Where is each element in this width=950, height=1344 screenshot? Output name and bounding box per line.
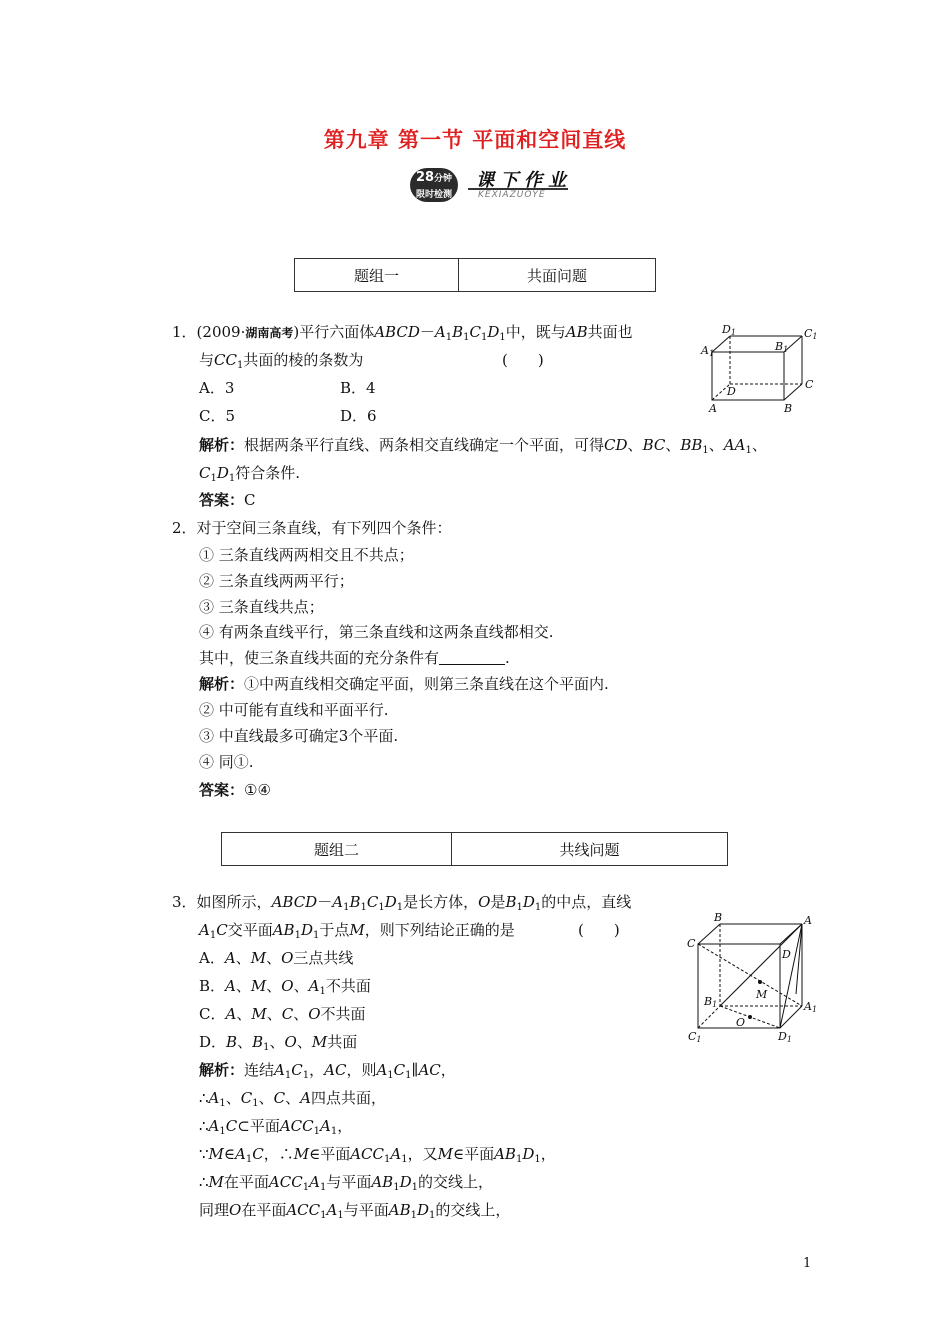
- q2-analysis-1: [199, 674, 609, 694]
- svg-text:D1: D1: [778, 1030, 792, 1044]
- svg-text:C: C: [687, 937, 696, 950]
- q2-question-text: 其中，使三条直线共面的充分条件有: [199, 649, 440, 667]
- q2-number: 2．: [172, 519, 197, 537]
- q3-analysis-4: $\because M\in A_1C$，∴M∈平面$ACC_1A_1$，又M∈平面$AB_1D_1$，: [199, 1145, 556, 1165]
- q1-source-pre: (2009·: [196, 323, 246, 341]
- q3-stem-line2: $A_1C$交平面$AB_1D_1$于点M，则下列结论正确的是: [199, 921, 515, 941]
- q3-box-figure: [684, 910, 824, 1046]
- q1-analysis-line2: $C_1D_1$符合条件.: [199, 464, 301, 484]
- svg-text:C1: C1: [688, 1030, 702, 1044]
- badge-heading: 课下作业: [476, 170, 572, 191]
- q3-choice-b-text: 不共面: [325, 977, 371, 995]
- q2-condition-3: ③ 三条直线共点；: [199, 598, 324, 616]
- q1-analysis-text: 根据两条平行直线、两条相交直线确定一个平面，可得: [244, 436, 605, 454]
- q1-analysis-line1: 解析：根据两条平行直线、两条相交直线确定一个平面，可得CD、BC、$BB_1$、$AA_1$、: [199, 436, 767, 456]
- q2-stem: [172, 518, 452, 538]
- svg-text:D1: D1: [722, 323, 736, 337]
- q3-analysis-first: 连结: [244, 1061, 275, 1079]
- q3-choice-d: D．B、$B_1$、O、M共面: [199, 1033, 358, 1053]
- q2-question: [199, 648, 510, 668]
- q3-analysis-3: $\therefore A_1C\subset$平面$ACC_1A_1$，: [199, 1117, 353, 1137]
- q3-choice-c-text: 不共面: [320, 1005, 366, 1023]
- svg-text:B: B: [714, 911, 723, 924]
- q1-parallelepiped-figure: [700, 322, 820, 418]
- badge-caption: 限时检测: [416, 190, 453, 200]
- q2-condition-1: ① 三条直线两两相交且不共点；: [199, 546, 414, 564]
- q3-choice-d-text: 共面: [327, 1033, 358, 1051]
- svg-text:B1: B1: [704, 995, 718, 1009]
- q1-stem-line2: 与$CC_1$共面的棱的条数为: [199, 351, 364, 371]
- q3-choice-b: B．A、M、O、$A_1$不共面: [199, 977, 371, 997]
- q1-choice-c: C．5: [199, 407, 236, 425]
- badge-number: 28: [416, 170, 435, 185]
- svg-text:A1: A1: [804, 1000, 818, 1014]
- q2-analysis-label: 解析：: [199, 675, 245, 693]
- svg-text:O: O: [736, 1016, 746, 1029]
- badge-unit: 分钟: [434, 174, 453, 184]
- q1-bracket: ( ): [502, 351, 544, 369]
- q1-answer-value: C: [244, 491, 256, 509]
- q3-stem-line1: 3．如图所示，$ABCD-A_1B_1C_1D_1$是长方体，O是$B_1D_1$的中点，直线: [172, 893, 632, 913]
- q3-bracket: ( ): [578, 921, 620, 939]
- q3-stem-pre: 如图所示，: [196, 893, 272, 911]
- svg-text:M: M: [756, 988, 768, 1001]
- page-number: 1: [803, 1256, 812, 1271]
- q2-condition-2: ② 三条直线两两平行；: [199, 572, 354, 590]
- svg-text:A: A: [804, 914, 812, 927]
- q3-analysis-2: $\therefore A_1$、$C_1$、C、A四点共面，: [199, 1089, 387, 1109]
- q2-analysis-2: ② 中可能有直线和平面平行.: [199, 701, 389, 719]
- q2-answer-blank: [439, 650, 505, 665]
- badge-subheading: KEXIAZUOYE: [478, 190, 546, 200]
- page-title: 第九章 第一节 平面和空间直线: [323, 128, 627, 152]
- q1-stem-line1: 1．(2009·湖南高考)平行六面体$ABCD-A_1B_1C_1D_1$中，既与AB共面也: [172, 323, 633, 343]
- q2-analysis-text-1: ①中两直线相交确定平面，则第三条直线在这个平面内.: [244, 675, 609, 693]
- q3-analysis-1: 解析：连结$A_1C_1$，AC，则$A_1C_1\parallel AC$，: [199, 1061, 456, 1081]
- q1-number: 1．: [172, 323, 197, 341]
- q2-question-end: .: [505, 649, 510, 667]
- svg-text:C: C: [805, 378, 814, 391]
- q1-analysis-end: 符合条件.: [235, 464, 301, 482]
- q2-analysis-4: ④ 同①.: [199, 753, 254, 771]
- q3-choice-c: C．A、M、C、O不共面: [199, 1005, 366, 1023]
- svg-text:D: D: [727, 385, 736, 398]
- q2-analysis-3: ③ 中直线最多可确定3个平面.: [199, 727, 399, 745]
- svg-text:D: D: [782, 948, 791, 961]
- group1-topic: 共面问题: [459, 259, 656, 292]
- q2-answer-label: 答案：: [199, 781, 245, 799]
- svg-text:B: B: [784, 402, 793, 415]
- q2-answer-value: ①④: [244, 781, 271, 799]
- q2-stem-text: 对于空间三条直线，有下列四个条件：: [196, 519, 452, 537]
- group2-topic: 共线问题: [452, 833, 728, 866]
- svg-text:A: A: [709, 402, 717, 415]
- timer-badge: [410, 168, 458, 202]
- svg-text:B1: B1: [775, 340, 789, 354]
- q1-choice-b: B．4: [340, 379, 376, 397]
- svg-text:C1: C1: [804, 327, 818, 341]
- q3-analysis-label: 解析：: [199, 1061, 245, 1079]
- group1-name: 题组一: [295, 259, 459, 292]
- q2-answer: [199, 780, 271, 800]
- q3-analysis-5: ∴M在平面$ACC_1A_1$与平面$AB_1D_1$的交线上，: [199, 1173, 493, 1193]
- group2-header: [221, 832, 728, 866]
- group2-name: 题组二: [222, 833, 452, 866]
- q2-condition-4: ④ 有两条直线平行，第三条直线和这两条直线都相交.: [199, 623, 554, 641]
- q1-choice-d: D．6: [340, 407, 377, 425]
- q1-analysis-label: 解析：: [199, 436, 245, 454]
- group1-header: [294, 258, 656, 292]
- q3-analysis-6: 同理O在平面$ACC_1A_1$与平面$AB_1D_1$的交线上，: [199, 1201, 511, 1221]
- q1-answer: [199, 490, 256, 510]
- q3-number: 3．: [172, 893, 197, 911]
- homework-badge: [410, 166, 580, 206]
- q1-source: 湖南高考: [245, 326, 294, 340]
- q1-answer-label: 答案：: [199, 491, 245, 509]
- q3-choice-a: A．A、M、O三点共线: [199, 949, 354, 967]
- q1-choice-a: A．3: [199, 379, 235, 397]
- q3-choice-a-text: 三点共线: [293, 949, 354, 967]
- q1-source-post: )平行六面体: [293, 323, 375, 341]
- svg-text:A1: A1: [701, 344, 715, 358]
